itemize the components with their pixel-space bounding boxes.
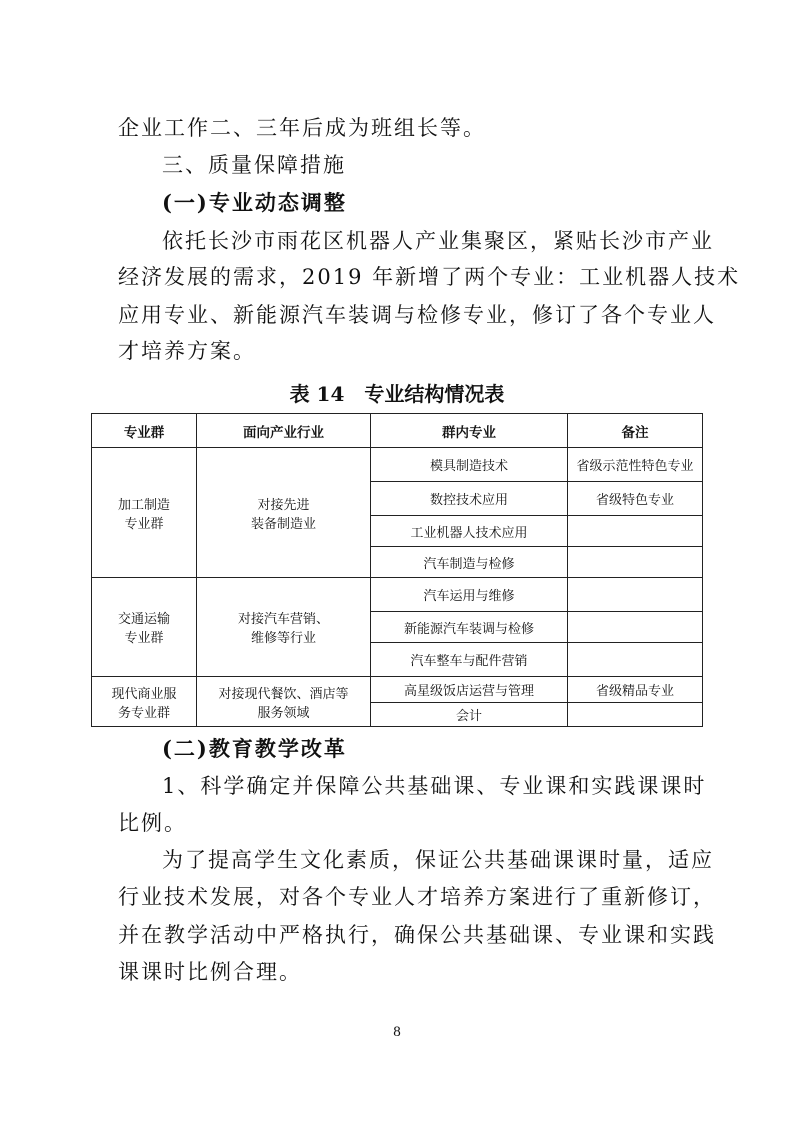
note-cell bbox=[568, 578, 703, 612]
header-cell: 群内专业 bbox=[371, 414, 568, 448]
table-caption: 表 14 专业结构情况表 bbox=[289, 382, 505, 406]
industry-text: 服务领域 bbox=[257, 705, 310, 721]
paragraph-line: 企业工作二、三年后成为班组长等。 bbox=[118, 116, 486, 140]
header-cell: 备注 bbox=[568, 414, 703, 448]
paragraph-line: 并在教学活动中严格执行，确保公共基础课、专业课和实践 bbox=[118, 923, 716, 947]
paragraph-line: 才培养方案。 bbox=[118, 339, 256, 363]
paragraph-line: 1、科学确定并保障公共基础课、专业课和实践课课时 bbox=[162, 774, 707, 798]
major-cell: 汽车制造与检修 bbox=[371, 547, 568, 578]
major-cell: 数控技术应用 bbox=[371, 482, 568, 516]
paragraph-line: 行业技术发展，对各个专业人才培养方案进行了重新修订， bbox=[118, 885, 716, 909]
paragraph-line: 应用专业、新能源汽车装调与检修专业，修订了各个专业人 bbox=[118, 303, 716, 327]
major-cell: 汽车运用与维修 bbox=[371, 578, 568, 612]
note-cell bbox=[568, 547, 703, 578]
note-cell bbox=[568, 612, 703, 643]
industry-text: 维修等行业 bbox=[250, 631, 316, 646]
paragraph-line: 课课时比例合理。 bbox=[118, 960, 302, 984]
group-name: 专业群 bbox=[124, 631, 164, 646]
group-name: 专业群 bbox=[124, 516, 164, 532]
industry-text: 对接汽车营销、 bbox=[237, 612, 329, 627]
note-cell: 省级精品专业 bbox=[568, 677, 703, 703]
note-cell: 省级示范性特色专业 bbox=[568, 448, 703, 482]
subsection-heading: (二)教育教学改革 bbox=[162, 736, 347, 761]
major-structure-table bbox=[91, 413, 703, 727]
major-cell: 会计 bbox=[371, 703, 568, 727]
paragraph-line: 依托长沙市雨花区机器人产业集聚区，紧贴长沙市产业 bbox=[162, 229, 714, 253]
group-name-cell bbox=[92, 677, 197, 727]
note-cell: 省级特色专业 bbox=[568, 482, 703, 516]
table-header-row bbox=[92, 414, 703, 448]
major-cell: 高星级饭店运营与管理 bbox=[371, 677, 568, 703]
paragraph-line: 为了提高学生文化素质，保证公共基础课课时量，适应 bbox=[162, 848, 714, 872]
industry-cell bbox=[197, 578, 371, 677]
paragraph-line: 经济发展的需求，2019 年新增了两个专业：工业机器人技术 bbox=[118, 265, 741, 289]
major-cell: 模具制造技术 bbox=[371, 448, 568, 482]
page-number: 8 bbox=[393, 1024, 401, 1040]
major-cell: 汽车整车与配件营销 bbox=[371, 643, 568, 677]
group-name-cell bbox=[92, 448, 197, 578]
group-name: 交通运输 bbox=[117, 612, 170, 627]
header-cell: 面向产业行业 bbox=[197, 414, 371, 448]
table-row bbox=[92, 448, 703, 482]
major-cell: 新能源汽车装调与检修 bbox=[371, 612, 568, 643]
industry-cell bbox=[197, 448, 371, 578]
industry-text: 装备制造业 bbox=[250, 516, 316, 532]
paragraph-line: 比例。 bbox=[118, 811, 187, 835]
industry-text: 对接先进 bbox=[257, 497, 310, 513]
industry-text: 对接现代餐饮、酒店等 bbox=[218, 686, 349, 702]
group-name-cell bbox=[92, 578, 197, 677]
industry-cell bbox=[197, 677, 371, 727]
major-cell: 工业机器人技术应用 bbox=[371, 516, 568, 547]
group-name: 现代商业服 bbox=[111, 686, 177, 702]
note-cell bbox=[568, 643, 703, 677]
note-cell bbox=[568, 516, 703, 547]
subsection-heading: (一)专业动态调整 bbox=[162, 190, 347, 215]
group-name: 务专业群 bbox=[117, 705, 170, 721]
table-row bbox=[92, 677, 703, 703]
note-cell bbox=[568, 703, 703, 727]
table-row bbox=[92, 578, 703, 612]
header-cell: 专业群 bbox=[92, 414, 197, 448]
section-heading: 三、质量保障措施 bbox=[162, 153, 346, 177]
group-name: 加工制造 bbox=[117, 497, 170, 513]
